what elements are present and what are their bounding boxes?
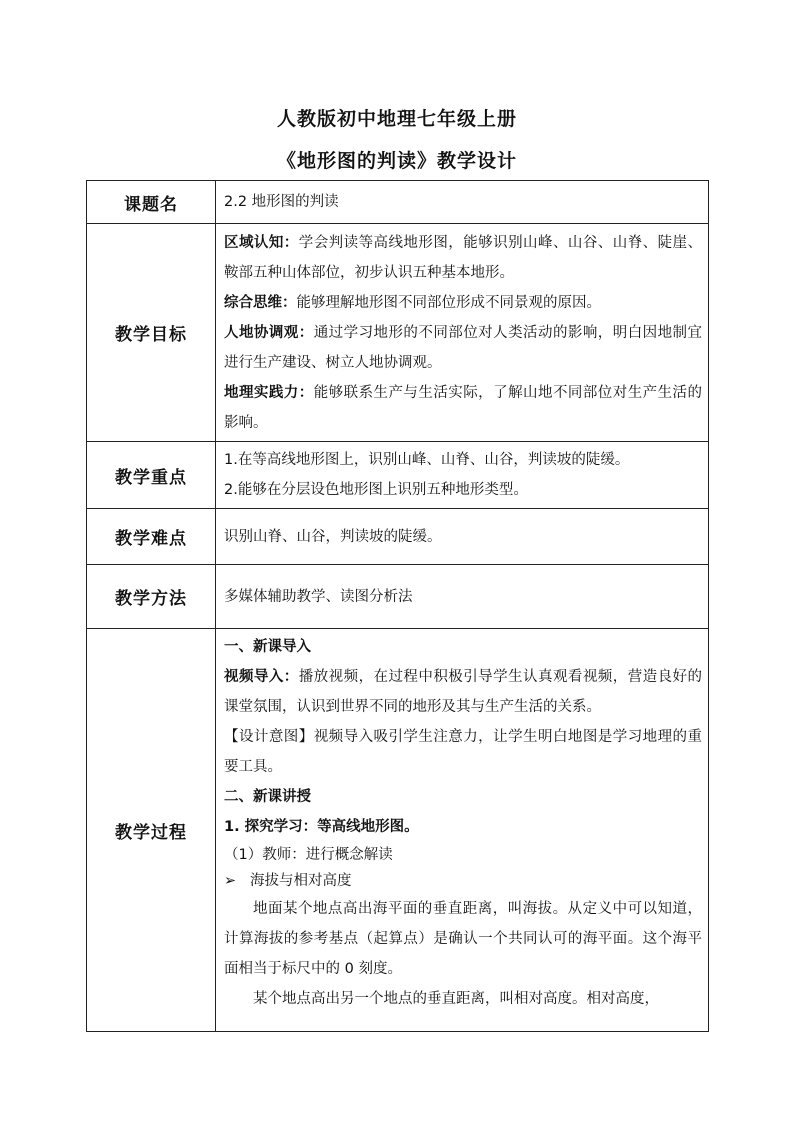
row-methods — [87, 565, 709, 629]
video-head: 视频导入： — [224, 669, 299, 685]
arrow-bullet-icon: ➢ — [224, 873, 237, 889]
difficulties-value: 识别山脊、山谷，判读坡的陡缓。 — [216, 509, 709, 565]
goals-content — [216, 224, 709, 442]
process-paragraph: 地面某个地点高出海平面的垂直距离，叫海拔。从定义中可以知道，计算海拔的参考基点（起算点）是确认一个共同认可的海平面。这个海平面相当于标尺中的 0 刻度。 — [224, 901, 702, 977]
document-subtitle: 《地形图的判读》教学设计 — [276, 150, 517, 172]
goal-text: 通过学习地形的不同部位对人类活动的影响，明白因地制宜进行生产建设、树立人地协调观。 — [224, 324, 703, 371]
goal-item — [224, 228, 702, 288]
row-difficulties — [87, 509, 709, 565]
goal-text: 能够联系生产与生活实际，了解山地不同部位对生产生活的影响。 — [224, 384, 703, 431]
key-point-item: 1.在等高线地形图上，识别山峰、山脊、山谷，判读坡的陡缓。 — [224, 452, 630, 468]
process-content — [216, 629, 709, 1032]
video-text: 播放视频，在过程中积极引导学生认真观看视频，营造良好的课堂氛围，认识到世界不同的地形及其与生产生活的关系。 — [224, 669, 703, 715]
process-section-heading: 二、新课讲授 — [224, 789, 311, 805]
key-points-content — [216, 442, 709, 509]
process-paragraph — [224, 722, 702, 782]
methods-label: 教学方法 — [87, 565, 216, 629]
row-goals — [87, 224, 709, 442]
document-title: 人教版初中地理七年级上册 — [276, 108, 517, 130]
process-bullet — [224, 868, 702, 894]
goal-item — [224, 318, 702, 378]
intent-text: 视频导入吸引学生注意力，让学生明白地图是学习地理的重要工具。 — [224, 729, 703, 775]
process-step: （1）教师：进行概念解读 — [224, 847, 393, 863]
goal-head: 综合思维： — [224, 294, 297, 311]
key-points-label: 教学重点 — [87, 442, 216, 509]
goals-label: 教学目标 — [87, 224, 216, 442]
process-label: 教学过程 — [87, 629, 216, 1032]
goal-head: 地理实践力： — [224, 384, 314, 401]
topic-value: 2.2 地形图的判读 — [216, 181, 709, 224]
goal-head: 人地协调观： — [224, 324, 314, 341]
lesson-plan-table — [86, 180, 709, 1032]
row-key-points — [87, 442, 709, 509]
methods-value: 多媒体辅助教学、读图分析法 — [216, 565, 709, 629]
process-paragraph — [224, 662, 702, 722]
goal-head: 区域认知： — [224, 234, 299, 251]
process-subheading: 1. 探究学习：等高线地形图。 — [224, 819, 419, 835]
process-paragraph: 某个地点高出另一个地点的垂直距离，叫相对高度。相对高度， — [253, 991, 659, 1007]
row-process — [87, 629, 709, 1032]
intent-head: 【设计意图】 — [224, 729, 314, 745]
goal-item — [224, 288, 702, 318]
topic-label: 课题名 — [87, 181, 216, 224]
goal-item — [224, 378, 702, 438]
process-section-heading: 一、新课导入 — [224, 639, 311, 655]
row-topic — [87, 181, 709, 224]
difficulties-label: 教学难点 — [87, 509, 216, 565]
key-point-item: 2.能够在分层设色地形图上识别五种地形类型。 — [224, 482, 528, 498]
bullet-text: 海拔与相对高度 — [250, 873, 352, 889]
goal-text: 能够理解地形图不同部位形成不同景观的原因。 — [296, 294, 601, 311]
goal-text: 学会判读等高线地形图，能够识别山峰、山谷、山脊、陡崖、鞍部五种山体部位，初步认识五种基本地形。 — [224, 234, 703, 281]
